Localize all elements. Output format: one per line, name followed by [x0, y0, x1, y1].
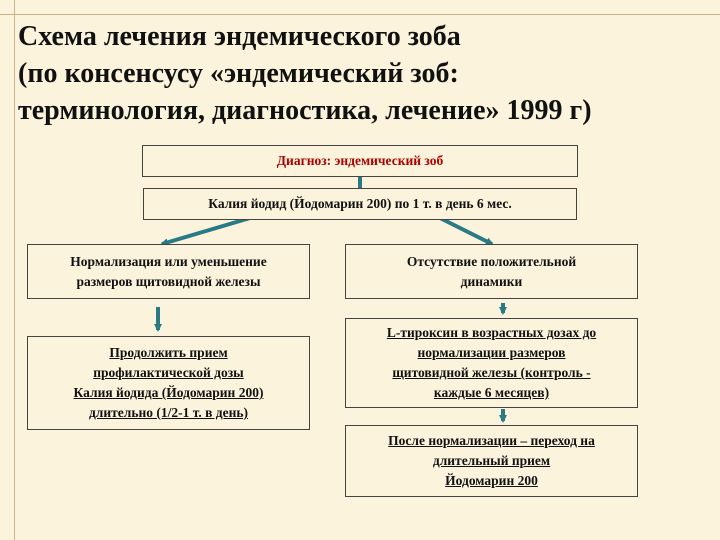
- right-result-line-1: Отсутствие положительной: [406, 253, 577, 269]
- left-action-line-4: длительно (1/2-1 т. в день): [88, 405, 249, 420]
- left-result-box: [27, 244, 310, 299]
- right-final-line-3: Йодомарин 200: [445, 473, 538, 488]
- title-line-2: (по консенсусу «эндемический зоб:: [18, 58, 459, 89]
- right-action-line-4: каждые 6 месяцев): [433, 385, 550, 400]
- right-result-box: [345, 244, 638, 299]
- right-action-line-1: L-тироксин в возрастных дозах до: [386, 325, 597, 340]
- arrow-treatment-to-left: [162, 218, 250, 244]
- right-action-box: [345, 318, 638, 408]
- diagnosis-box: [142, 145, 578, 177]
- arrow-treatment-to-right: [440, 218, 492, 244]
- right-action-line-2: нормализации размеров: [417, 345, 566, 360]
- title-line-3: терминология, диагностика, лечение» 1999 г): [18, 95, 592, 126]
- diagnosis-text: Диагноз: эндемический зоб: [276, 153, 444, 168]
- left-action-line-2: профилактической дозы: [93, 365, 244, 380]
- treatment-text: Калия йодид (Йодомарин 200) по 1 т. в день 6 мес.: [208, 196, 512, 211]
- left-action-line-1: Продолжить прием: [109, 345, 228, 360]
- title-line-1: Схема лечения эндемического зоба: [18, 21, 461, 52]
- left-result-line-2: размеров щитовидной железы: [76, 273, 261, 289]
- right-final-box: [345, 425, 638, 497]
- right-final-line-2: длительный прием: [432, 453, 551, 468]
- treatment-box: [143, 188, 577, 220]
- right-final-line-1: После нормализации – переход на: [388, 433, 595, 448]
- left-result-line-1: Нормализация или уменьшение: [70, 253, 267, 269]
- left-action-line-3: Калия йодида (Йодомарин 200): [73, 385, 264, 400]
- slide-title: [18, 18, 708, 129]
- left-action-box: [27, 336, 310, 430]
- right-result-line-2: динамики: [460, 273, 523, 289]
- decor-line-vertical: [14, 0, 15, 540]
- right-action-line-3: щитовидной железы (контроль -: [392, 365, 591, 380]
- decor-line-horizontal: [0, 14, 720, 15]
